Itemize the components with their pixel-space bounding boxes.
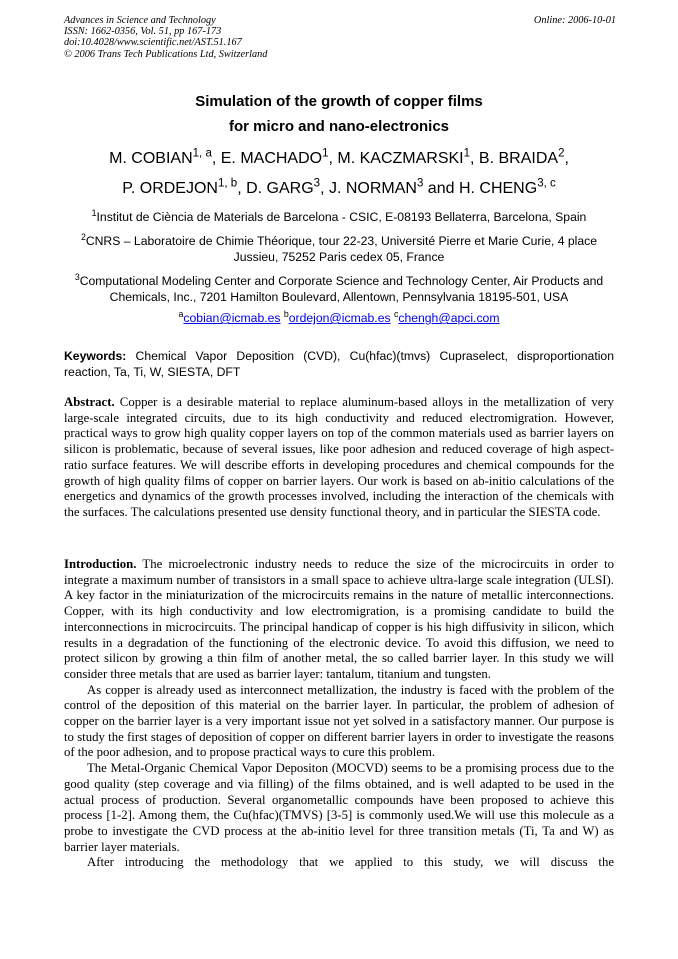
affiliation-3 <box>64 273 614 305</box>
affiliation-2-sup: 2 <box>80 232 86 243</box>
keywords-label: Keywords: <box>64 349 127 363</box>
keywords-block <box>64 349 614 380</box>
author-machado: E. MACHADO <box>220 150 323 167</box>
online-date: Online: 2006-10-01 <box>533 15 616 26</box>
affiliation-2-line-2: Jussieu, 75252 Paris cedex 05, France <box>233 250 445 264</box>
author-separator: , <box>564 150 569 167</box>
author-ordejon: P. ORDEJON <box>122 180 218 197</box>
author-separator: , <box>470 150 479 167</box>
email-3-sup: c <box>393 309 399 320</box>
journal-header <box>64 15 616 60</box>
email-cobian-link[interactable]: cobian@icmab.es <box>183 311 281 325</box>
keywords-text: Chemical Vapor Deposition (CVD), Cu(hfac)(tmvs) Cupraselect, disproportionation reaction, Ta, Ti, W, SIESTA, DFT <box>64 349 614 379</box>
author-kaczmarski-sup: 1 <box>463 147 471 160</box>
copyright-line: © 2006 Trans Tech Publications Ltd, Switzerland <box>64 48 268 60</box>
author-braida-sup: 2 <box>558 147 565 160</box>
paper-title-line-2: for micro and nano-electronics <box>228 118 450 135</box>
abstract-label: Abstract. <box>64 395 115 409</box>
affiliation-1-text: Institut de Ciència de Materials de Barcelona - CSIC, E-08193 Bellaterra, Barcelona, Spain <box>96 210 587 224</box>
author-braida: B. BRAIDA <box>478 150 559 167</box>
affiliation-1 <box>64 209 614 225</box>
author-cheng: H. CHENG <box>458 180 538 197</box>
abstract-paragraph <box>64 395 614 521</box>
author-cobian: M. COBIAN <box>109 150 193 167</box>
issn-line: ISSN: 1662-0356, Vol. 51, pp 167-173 <box>64 26 222 38</box>
affiliation-2-line-1 <box>64 233 614 249</box>
author-line-2 <box>64 177 614 198</box>
affiliation-3-text-1: Computational Modeling Center and Corporate Science and Technology Center, Air Products and <box>79 274 604 288</box>
author-norman: J. NORMAN <box>328 180 417 197</box>
author-cobian-sup: 1, a <box>192 147 212 160</box>
intro-paragraph-4: After introducing the methodology that we applied to this study, we will discuss the <box>87 855 614 870</box>
affiliation-2-text-1: CNRS – Laboratoire de Chimie Théorique, tour 22-23, Université Pierre et Marie Curie, 4 place <box>85 234 598 248</box>
author-cheng-sup: 3, c <box>537 177 556 190</box>
author-separator: and <box>423 180 459 197</box>
author-line-1 <box>64 147 614 168</box>
journal-name: Advances in Science and Technology <box>64 15 216 26</box>
email-1-sup: a <box>178 309 184 320</box>
author-separator: , <box>211 150 221 167</box>
intro-paragraph-3: The Metal-Organic Chemical Vapor Depositon (MOCVD) seems to be a promising process due to the good quality (step coverage and via filling) of the films obtained, and is well adapted to be used in the actual process of production. Several organometallic compounds have been proposed to achieve this process [1-2]. Among them, the Cu(hfac)(TMVS) [3-5] is commonly used.We will use this molecule as a probe to investigate the CVD process at the ab-initio level for three transition metals (Ti, Ta and W) as barrier layer materials. <box>64 761 614 854</box>
affiliation-3-sup: 3 <box>74 272 80 283</box>
doi-line: doi:10.4028/www.scientific.net/AST.51.167 <box>64 37 242 49</box>
abstract-text: Copper is a desirable material to replace aluminum-based alloys in the metallization of very large-scale integrated circuits, due to its high conductivity and reduced electromigration. However, practical ways to grow high quality copper layers on top of the common materials used as barrier layers on silicon is problematic, because of several issues, like poor adhesion and reduced coverage of high aspect-ratio surface features. We will describe efforts in developing procedures and chemical compounds for the growth of high quality films of copper on barrier layers. Our work is based on ab-initio calculations of the energetics and dynamics of the growth processes involved, including the interaction of the chemicals with the surfaces. The calculations presented use density functional theory, and in particular the SIESTA code. <box>64 395 614 519</box>
introduction-block <box>64 557 614 871</box>
email-line <box>64 311 614 325</box>
intro-paragraph-1-text: The microelectronic industry needs to reduce the size of the microcircuits in order to integrate a maximum number of transistors in a small space to achieve ultra-large scale integration (ULSI). A key factor in the miniaturization of the microcircuits remains in the nature of metallic interconnections. Copper, with its high conductivity and low electromigration, is a promising candidate to build the interconnections in microcircuits. The principal handicap of copper is his high diffusivity in silicon, which results in a degradation of the functioning of the electronic device. To avoid this diffusion, we need to protect silicon by growing a thin film of another metal, the so called barrier layer. In this study we will consider three metals that are used as barrier layer: tantalum, titanium and tungsten. <box>64 557 614 681</box>
author-garg-sup: 3 <box>313 177 321 190</box>
email-ordejon-link[interactable]: ordejon@icmab.es <box>288 311 391 325</box>
affiliation-2 <box>64 233 614 265</box>
paper-title-line-1: Simulation of the growth of copper films <box>195 93 483 110</box>
author-garg: D. GARG <box>246 180 314 197</box>
author-separator: , <box>237 180 247 197</box>
intro-paragraph-1 <box>64 557 614 683</box>
abstract-block <box>64 395 614 521</box>
author-ordejon-sup: 1, b <box>217 177 238 190</box>
author-separator: , <box>328 150 338 167</box>
author-norman-sup: 3 <box>416 177 424 190</box>
author-kaczmarski: M. KACZMARSKI <box>337 150 464 167</box>
affiliation-1-sup: 1 <box>91 208 97 219</box>
affiliation-3-line-2: Chemicals, Inc., 7201 Hamilton Boulevard, Allentown, Pennsylvania 18195-501, USA <box>109 290 569 304</box>
email-2-sup: b <box>283 309 289 320</box>
author-separator: , <box>320 180 329 197</box>
email-cheng-link[interactable]: chengh@apci.com <box>398 311 500 325</box>
author-machado-sup: 1 <box>322 147 329 160</box>
introduction-label: Introduction. <box>64 557 137 571</box>
affiliation-3-line-1 <box>64 273 614 289</box>
intro-paragraph-2: As copper is already used as interconnect metallization, the industry is faced with the problem of the control of the deposition of this material on the barrier layer. In particular, the problem of adhesion of copper on the barrier layer is a very important issue not yet solved in a satisfactory manner. Our purpose is to study the first stages of deposition of copper on different barrier layers in order to investigate the reasons of the poor adhesion, and to propose practical ways to cure this problem. <box>64 682 614 760</box>
